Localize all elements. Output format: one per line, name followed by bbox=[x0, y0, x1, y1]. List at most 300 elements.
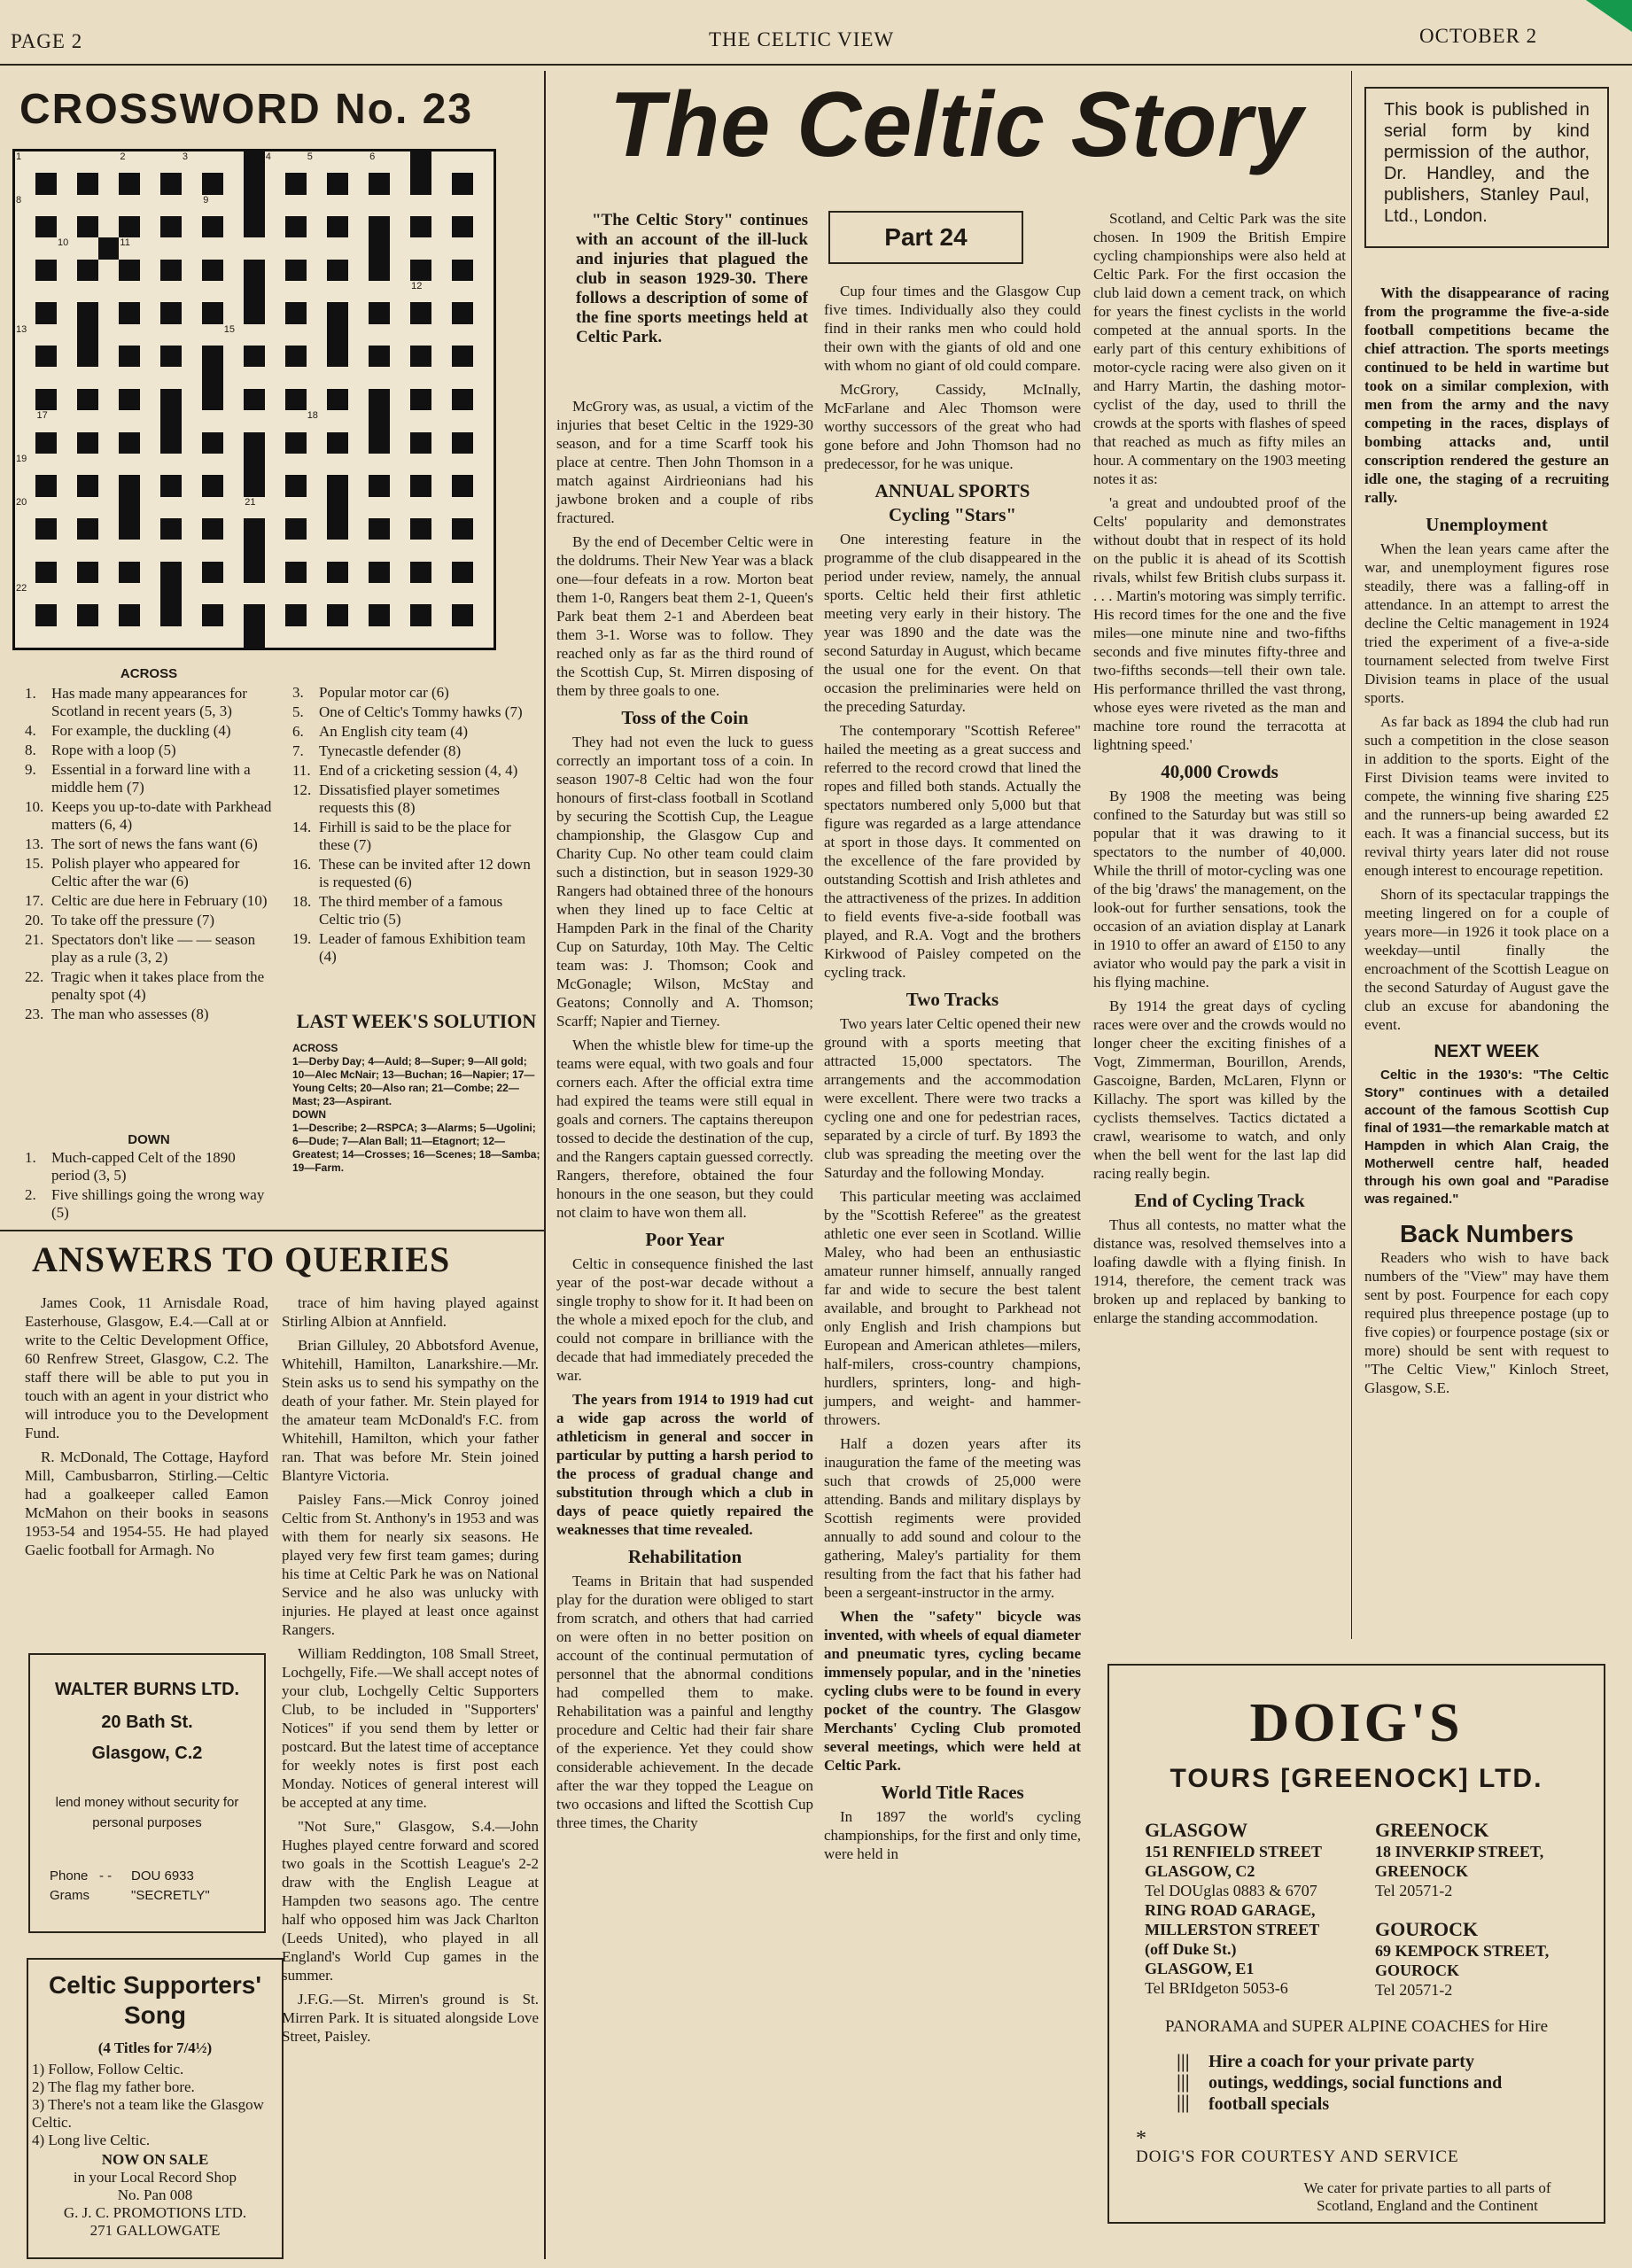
crossword-cell[interactable] bbox=[35, 626, 56, 648]
crossword-cell[interactable] bbox=[431, 173, 452, 194]
crossword-cell[interactable] bbox=[265, 497, 285, 518]
crossword-cell[interactable] bbox=[223, 562, 244, 583]
crossword-cell[interactable] bbox=[265, 389, 285, 410]
crossword-cell[interactable] bbox=[182, 518, 202, 540]
crossword-cell[interactable] bbox=[244, 237, 264, 259]
crossword-cell[interactable] bbox=[265, 562, 285, 583]
crossword-cell[interactable] bbox=[390, 626, 410, 648]
crossword-cell[interactable] bbox=[265, 432, 285, 454]
crossword-cell[interactable]: 21 bbox=[244, 497, 264, 518]
crossword-cell[interactable] bbox=[452, 626, 472, 648]
crossword-cell[interactable] bbox=[348, 626, 369, 648]
crossword-cell[interactable] bbox=[119, 540, 139, 561]
crossword-cell[interactable] bbox=[369, 454, 389, 475]
crossword-cell[interactable] bbox=[348, 497, 369, 518]
crossword-cell[interactable] bbox=[223, 346, 244, 367]
crossword-cell[interactable] bbox=[160, 540, 181, 561]
crossword-cell[interactable] bbox=[57, 260, 77, 281]
crossword-cell[interactable] bbox=[369, 540, 389, 561]
crossword-cell[interactable]: 9 bbox=[202, 195, 222, 216]
crossword-cell[interactable] bbox=[390, 497, 410, 518]
crossword-cell[interactable] bbox=[182, 324, 202, 346]
crossword-cell[interactable] bbox=[307, 432, 327, 454]
crossword-cell[interactable] bbox=[473, 497, 493, 518]
crossword-cell[interactable]: 1 bbox=[15, 151, 35, 173]
crossword-cell[interactable] bbox=[431, 497, 452, 518]
crossword-cell[interactable] bbox=[431, 302, 452, 323]
crossword-cell[interactable] bbox=[140, 237, 160, 259]
crossword-cell[interactable] bbox=[410, 367, 431, 388]
crossword-cell[interactable] bbox=[15, 173, 35, 194]
crossword-cell[interactable] bbox=[223, 454, 244, 475]
crossword-cell[interactable] bbox=[431, 518, 452, 540]
crossword-cell[interactable]: 5 bbox=[307, 151, 327, 173]
crossword-cell[interactable] bbox=[35, 454, 56, 475]
crossword-cell[interactable] bbox=[119, 195, 139, 216]
crossword-cell[interactable] bbox=[431, 367, 452, 388]
crossword-cell[interactable] bbox=[348, 151, 369, 173]
crossword-cell[interactable] bbox=[140, 604, 160, 625]
crossword-cell[interactable] bbox=[431, 151, 452, 173]
crossword-cell[interactable] bbox=[223, 626, 244, 648]
crossword-grid[interactable] bbox=[12, 149, 496, 650]
crossword-cell[interactable] bbox=[57, 475, 77, 496]
crossword-cell[interactable] bbox=[348, 346, 369, 367]
crossword-cell[interactable] bbox=[119, 367, 139, 388]
crossword-cell[interactable] bbox=[390, 151, 410, 173]
crossword-cell[interactable] bbox=[452, 324, 472, 346]
crossword-cell[interactable] bbox=[244, 367, 264, 388]
crossword-cell[interactable] bbox=[265, 475, 285, 496]
crossword-cell[interactable] bbox=[140, 324, 160, 346]
crossword-cell[interactable] bbox=[98, 562, 119, 583]
crossword-cell[interactable] bbox=[431, 346, 452, 367]
crossword-cell[interactable] bbox=[390, 454, 410, 475]
crossword-cell[interactable] bbox=[160, 324, 181, 346]
crossword-cell[interactable] bbox=[15, 604, 35, 625]
crossword-cell[interactable] bbox=[473, 604, 493, 625]
crossword-cell[interactable] bbox=[285, 237, 306, 259]
crossword-cell[interactable]: 20 bbox=[15, 497, 35, 518]
crossword-cell[interactable] bbox=[98, 324, 119, 346]
crossword-cell[interactable] bbox=[182, 432, 202, 454]
crossword-cell[interactable] bbox=[452, 195, 472, 216]
crossword-cell[interactable] bbox=[307, 454, 327, 475]
crossword-cell[interactable] bbox=[140, 281, 160, 302]
crossword-cell[interactable] bbox=[182, 346, 202, 367]
crossword-cell[interactable] bbox=[98, 260, 119, 281]
crossword-cell[interactable] bbox=[410, 324, 431, 346]
crossword-cell[interactable] bbox=[182, 410, 202, 431]
crossword-cell[interactable] bbox=[452, 281, 472, 302]
crossword-cell[interactable] bbox=[244, 583, 264, 604]
crossword-cell[interactable] bbox=[369, 281, 389, 302]
crossword-cell[interactable] bbox=[473, 583, 493, 604]
crossword-cell[interactable] bbox=[473, 540, 493, 561]
crossword-cell[interactable]: 8 bbox=[15, 195, 35, 216]
crossword-cell[interactable] bbox=[182, 626, 202, 648]
crossword-cell[interactable] bbox=[182, 389, 202, 410]
crossword-cell[interactable] bbox=[390, 281, 410, 302]
crossword-cell[interactable] bbox=[307, 216, 327, 237]
crossword-cell[interactable] bbox=[15, 540, 35, 561]
crossword-cell[interactable] bbox=[140, 518, 160, 540]
crossword-cell[interactable] bbox=[265, 302, 285, 323]
crossword-cell[interactable] bbox=[473, 216, 493, 237]
crossword-cell[interactable] bbox=[57, 302, 77, 323]
crossword-cell[interactable] bbox=[348, 367, 369, 388]
crossword-cell[interactable] bbox=[265, 195, 285, 216]
crossword-cell[interactable] bbox=[265, 367, 285, 388]
crossword-cell[interactable] bbox=[98, 346, 119, 367]
crossword-cell[interactable] bbox=[140, 195, 160, 216]
crossword-cell[interactable] bbox=[140, 497, 160, 518]
crossword-cell[interactable] bbox=[223, 151, 244, 173]
crossword-cell[interactable] bbox=[160, 367, 181, 388]
crossword-cell[interactable] bbox=[348, 583, 369, 604]
crossword-cell[interactable] bbox=[182, 216, 202, 237]
crossword-cell[interactable] bbox=[452, 540, 472, 561]
crossword-cell[interactable] bbox=[15, 302, 35, 323]
crossword-cell[interactable] bbox=[327, 583, 347, 604]
crossword-cell[interactable] bbox=[452, 410, 472, 431]
crossword-cell[interactable]: 11 bbox=[119, 237, 139, 259]
crossword-cell[interactable] bbox=[98, 302, 119, 323]
crossword-cell[interactable] bbox=[35, 583, 56, 604]
crossword-cell[interactable] bbox=[265, 410, 285, 431]
crossword-cell[interactable] bbox=[348, 302, 369, 323]
crossword-cell[interactable] bbox=[223, 432, 244, 454]
crossword-cell[interactable] bbox=[140, 216, 160, 237]
crossword-cell[interactable] bbox=[182, 454, 202, 475]
crossword-cell[interactable] bbox=[244, 410, 264, 431]
crossword-cell[interactable] bbox=[390, 216, 410, 237]
crossword-cell[interactable] bbox=[390, 540, 410, 561]
crossword-cell[interactable] bbox=[15, 367, 35, 388]
crossword-cell[interactable] bbox=[140, 173, 160, 194]
crossword-cell[interactable] bbox=[35, 151, 56, 173]
crossword-cell[interactable]: 12 bbox=[410, 281, 431, 302]
crossword-cell[interactable] bbox=[390, 260, 410, 281]
crossword-cell[interactable] bbox=[15, 475, 35, 496]
crossword-cell[interactable] bbox=[140, 410, 160, 431]
crossword-cell[interactable] bbox=[202, 324, 222, 346]
crossword-cell[interactable] bbox=[327, 151, 347, 173]
crossword-cell[interactable] bbox=[77, 540, 97, 561]
crossword-cell[interactable] bbox=[285, 324, 306, 346]
crossword-cell[interactable] bbox=[57, 518, 77, 540]
crossword-cell[interactable]: 17 bbox=[35, 410, 56, 431]
crossword-cell[interactable] bbox=[431, 454, 452, 475]
crossword-cell[interactable] bbox=[410, 626, 431, 648]
crossword-cell[interactable] bbox=[182, 260, 202, 281]
crossword-cell[interactable] bbox=[140, 302, 160, 323]
crossword-cell[interactable]: 18 bbox=[307, 410, 327, 431]
crossword-cell[interactable] bbox=[452, 497, 472, 518]
crossword-cell[interactable] bbox=[160, 195, 181, 216]
crossword-cell[interactable]: 2 bbox=[119, 151, 139, 173]
crossword-cell[interactable] bbox=[77, 497, 97, 518]
crossword-cell[interactable] bbox=[307, 281, 327, 302]
crossword-cell[interactable] bbox=[140, 389, 160, 410]
crossword-cell[interactable] bbox=[285, 454, 306, 475]
crossword-cell[interactable] bbox=[307, 367, 327, 388]
crossword-cell[interactable] bbox=[77, 583, 97, 604]
crossword-cell[interactable] bbox=[77, 151, 97, 173]
crossword-cell[interactable] bbox=[140, 367, 160, 388]
crossword-cell[interactable] bbox=[473, 562, 493, 583]
crossword-cell[interactable] bbox=[285, 410, 306, 431]
crossword-cell[interactable] bbox=[35, 281, 56, 302]
crossword-cell[interactable] bbox=[98, 432, 119, 454]
crossword-cell[interactable] bbox=[307, 302, 327, 323]
crossword-cell[interactable] bbox=[98, 518, 119, 540]
crossword-cell[interactable] bbox=[473, 237, 493, 259]
crossword-cell[interactable] bbox=[348, 432, 369, 454]
crossword-cell[interactable] bbox=[390, 302, 410, 323]
crossword-cell[interactable] bbox=[35, 497, 56, 518]
crossword-cell[interactable] bbox=[57, 540, 77, 561]
crossword-cell[interactable]: 3 bbox=[182, 151, 202, 173]
crossword-cell[interactable] bbox=[77, 367, 97, 388]
crossword-cell[interactable]: 19 bbox=[15, 454, 35, 475]
crossword-cell[interactable] bbox=[182, 173, 202, 194]
crossword-cell[interactable] bbox=[390, 410, 410, 431]
crossword-cell[interactable] bbox=[307, 237, 327, 259]
crossword-cell[interactable] bbox=[202, 151, 222, 173]
crossword-cell[interactable] bbox=[140, 432, 160, 454]
crossword-cell[interactable]: 6 bbox=[369, 151, 389, 173]
crossword-cell[interactable]: 15 bbox=[223, 324, 244, 346]
crossword-cell[interactable] bbox=[182, 540, 202, 561]
crossword-cell[interactable] bbox=[223, 475, 244, 496]
crossword-cell[interactable] bbox=[140, 260, 160, 281]
crossword-cell[interactable] bbox=[473, 432, 493, 454]
crossword-cell[interactable] bbox=[431, 540, 452, 561]
crossword-cell[interactable] bbox=[98, 195, 119, 216]
crossword-cell[interactable] bbox=[77, 410, 97, 431]
crossword-cell[interactable] bbox=[223, 367, 244, 388]
crossword-cell[interactable] bbox=[223, 518, 244, 540]
crossword-cell[interactable] bbox=[431, 389, 452, 410]
crossword-cell[interactable] bbox=[265, 540, 285, 561]
crossword-cell[interactable] bbox=[98, 281, 119, 302]
crossword-cell[interactable] bbox=[473, 626, 493, 648]
crossword-cell[interactable] bbox=[119, 583, 139, 604]
crossword-cell[interactable] bbox=[410, 237, 431, 259]
crossword-cell[interactable] bbox=[390, 173, 410, 194]
crossword-cell[interactable] bbox=[348, 604, 369, 625]
crossword-cell[interactable] bbox=[307, 583, 327, 604]
crossword-cell[interactable] bbox=[348, 454, 369, 475]
crossword-cell[interactable] bbox=[265, 216, 285, 237]
crossword-cell[interactable] bbox=[390, 475, 410, 496]
crossword-cell[interactable] bbox=[410, 454, 431, 475]
crossword-cell[interactable] bbox=[15, 237, 35, 259]
crossword-cell[interactable] bbox=[285, 151, 306, 173]
crossword-cell[interactable] bbox=[307, 518, 327, 540]
crossword-cell[interactable] bbox=[265, 324, 285, 346]
crossword-cell[interactable] bbox=[182, 475, 202, 496]
crossword-cell[interactable] bbox=[223, 389, 244, 410]
crossword-cell[interactable] bbox=[390, 195, 410, 216]
crossword-cell[interactable]: 10 bbox=[57, 237, 77, 259]
crossword-cell[interactable] bbox=[15, 281, 35, 302]
crossword-cell[interactable] bbox=[15, 518, 35, 540]
crossword-cell[interactable] bbox=[431, 626, 452, 648]
crossword-cell[interactable] bbox=[431, 195, 452, 216]
crossword-cell[interactable] bbox=[182, 281, 202, 302]
crossword-cell[interactable] bbox=[77, 195, 97, 216]
crossword-cell[interactable] bbox=[390, 389, 410, 410]
crossword-cell[interactable] bbox=[348, 410, 369, 431]
crossword-cell[interactable] bbox=[431, 324, 452, 346]
crossword-cell[interactable] bbox=[390, 562, 410, 583]
crossword-cell[interactable] bbox=[431, 260, 452, 281]
crossword-cell[interactable] bbox=[57, 432, 77, 454]
crossword-cell[interactable] bbox=[160, 151, 181, 173]
crossword-cell[interactable] bbox=[15, 432, 35, 454]
crossword-cell[interactable] bbox=[15, 216, 35, 237]
crossword-cell[interactable] bbox=[15, 410, 35, 431]
crossword-cell[interactable] bbox=[327, 454, 347, 475]
crossword-cell[interactable] bbox=[57, 346, 77, 367]
crossword-cell[interactable] bbox=[98, 475, 119, 496]
crossword-cell[interactable] bbox=[140, 540, 160, 561]
crossword-cell[interactable] bbox=[182, 367, 202, 388]
crossword-cell[interactable] bbox=[327, 540, 347, 561]
crossword-cell[interactable] bbox=[77, 454, 97, 475]
crossword-cell[interactable] bbox=[307, 195, 327, 216]
crossword-cell[interactable] bbox=[348, 389, 369, 410]
crossword-cell[interactable] bbox=[452, 151, 472, 173]
crossword-cell[interactable] bbox=[98, 497, 119, 518]
crossword-cell[interactable] bbox=[182, 562, 202, 583]
crossword-cell[interactable] bbox=[410, 540, 431, 561]
crossword-cell[interactable] bbox=[327, 281, 347, 302]
crossword-cell[interactable] bbox=[307, 604, 327, 625]
crossword-cell[interactable] bbox=[202, 540, 222, 561]
crossword-cell[interactable] bbox=[15, 260, 35, 281]
crossword-cell[interactable] bbox=[265, 518, 285, 540]
crossword-cell[interactable] bbox=[473, 281, 493, 302]
crossword-cell[interactable] bbox=[348, 216, 369, 237]
crossword-cell[interactable] bbox=[57, 324, 77, 346]
crossword-cell[interactable] bbox=[369, 497, 389, 518]
crossword-cell[interactable] bbox=[348, 195, 369, 216]
crossword-cell[interactable] bbox=[57, 367, 77, 388]
crossword-cell[interactable] bbox=[431, 216, 452, 237]
crossword-cell[interactable] bbox=[15, 562, 35, 583]
crossword-cell[interactable] bbox=[57, 410, 77, 431]
crossword-cell[interactable] bbox=[307, 475, 327, 496]
crossword-cell[interactable] bbox=[223, 237, 244, 259]
crossword-cell[interactable] bbox=[390, 346, 410, 367]
crossword-cell[interactable] bbox=[223, 497, 244, 518]
crossword-cell[interactable] bbox=[307, 626, 327, 648]
crossword-cell[interactable] bbox=[473, 151, 493, 173]
crossword-cell[interactable] bbox=[390, 324, 410, 346]
crossword-cell[interactable] bbox=[410, 195, 431, 216]
crossword-cell[interactable] bbox=[473, 410, 493, 431]
crossword-cell[interactable] bbox=[327, 195, 347, 216]
crossword-cell[interactable] bbox=[410, 497, 431, 518]
crossword-cell[interactable] bbox=[265, 173, 285, 194]
crossword-cell[interactable] bbox=[160, 454, 181, 475]
crossword-cell[interactable] bbox=[98, 389, 119, 410]
crossword-cell[interactable] bbox=[431, 562, 452, 583]
crossword-cell[interactable] bbox=[348, 540, 369, 561]
crossword-cell[interactable] bbox=[348, 173, 369, 194]
crossword-cell[interactable] bbox=[307, 540, 327, 561]
crossword-cell[interactable] bbox=[348, 324, 369, 346]
crossword-cell[interactable] bbox=[223, 195, 244, 216]
crossword-cell[interactable] bbox=[327, 367, 347, 388]
crossword-cell[interactable] bbox=[182, 302, 202, 323]
crossword-cell[interactable] bbox=[410, 410, 431, 431]
crossword-cell[interactable] bbox=[369, 324, 389, 346]
crossword-cell[interactable] bbox=[119, 281, 139, 302]
crossword-cell[interactable] bbox=[223, 216, 244, 237]
crossword-cell[interactable] bbox=[369, 195, 389, 216]
crossword-cell[interactable] bbox=[473, 454, 493, 475]
crossword-cell[interactable] bbox=[223, 281, 244, 302]
crossword-cell[interactable] bbox=[202, 281, 222, 302]
crossword-cell[interactable]: 13 bbox=[15, 324, 35, 346]
crossword-cell[interactable] bbox=[473, 324, 493, 346]
crossword-cell[interactable] bbox=[369, 367, 389, 388]
crossword-cell[interactable] bbox=[140, 475, 160, 496]
crossword-cell[interactable] bbox=[223, 604, 244, 625]
crossword-cell[interactable] bbox=[77, 626, 97, 648]
crossword-cell[interactable] bbox=[140, 626, 160, 648]
crossword-cell[interactable] bbox=[390, 432, 410, 454]
crossword-cell[interactable] bbox=[182, 237, 202, 259]
crossword-cell[interactable] bbox=[98, 216, 119, 237]
crossword-cell[interactable] bbox=[431, 432, 452, 454]
crossword-cell[interactable] bbox=[369, 626, 389, 648]
crossword-cell[interactable] bbox=[35, 367, 56, 388]
crossword-cell[interactable] bbox=[160, 281, 181, 302]
crossword-cell[interactable] bbox=[265, 626, 285, 648]
crossword-cell[interactable] bbox=[348, 281, 369, 302]
crossword-cell[interactable] bbox=[473, 518, 493, 540]
crossword-cell[interactable] bbox=[98, 410, 119, 431]
crossword-cell[interactable] bbox=[35, 324, 56, 346]
crossword-cell[interactable] bbox=[265, 260, 285, 281]
crossword-cell[interactable] bbox=[285, 281, 306, 302]
crossword-cell[interactable] bbox=[182, 604, 202, 625]
crossword-cell[interactable] bbox=[452, 454, 472, 475]
crossword-cell[interactable] bbox=[307, 260, 327, 281]
crossword-cell[interactable] bbox=[57, 173, 77, 194]
crossword-cell[interactable] bbox=[223, 540, 244, 561]
crossword-cell[interactable] bbox=[452, 237, 472, 259]
crossword-cell[interactable] bbox=[473, 346, 493, 367]
crossword-cell[interactable] bbox=[369, 583, 389, 604]
crossword-cell[interactable] bbox=[327, 237, 347, 259]
crossword-cell[interactable] bbox=[390, 367, 410, 388]
crossword-cell[interactable] bbox=[140, 562, 160, 583]
crossword-cell[interactable] bbox=[390, 518, 410, 540]
crossword-cell[interactable] bbox=[57, 151, 77, 173]
crossword-cell[interactable] bbox=[98, 604, 119, 625]
crossword-cell[interactable] bbox=[473, 260, 493, 281]
crossword-cell[interactable] bbox=[57, 583, 77, 604]
crossword-cell[interactable] bbox=[265, 583, 285, 604]
crossword-cell[interactable] bbox=[202, 497, 222, 518]
crossword-cell[interactable] bbox=[473, 475, 493, 496]
